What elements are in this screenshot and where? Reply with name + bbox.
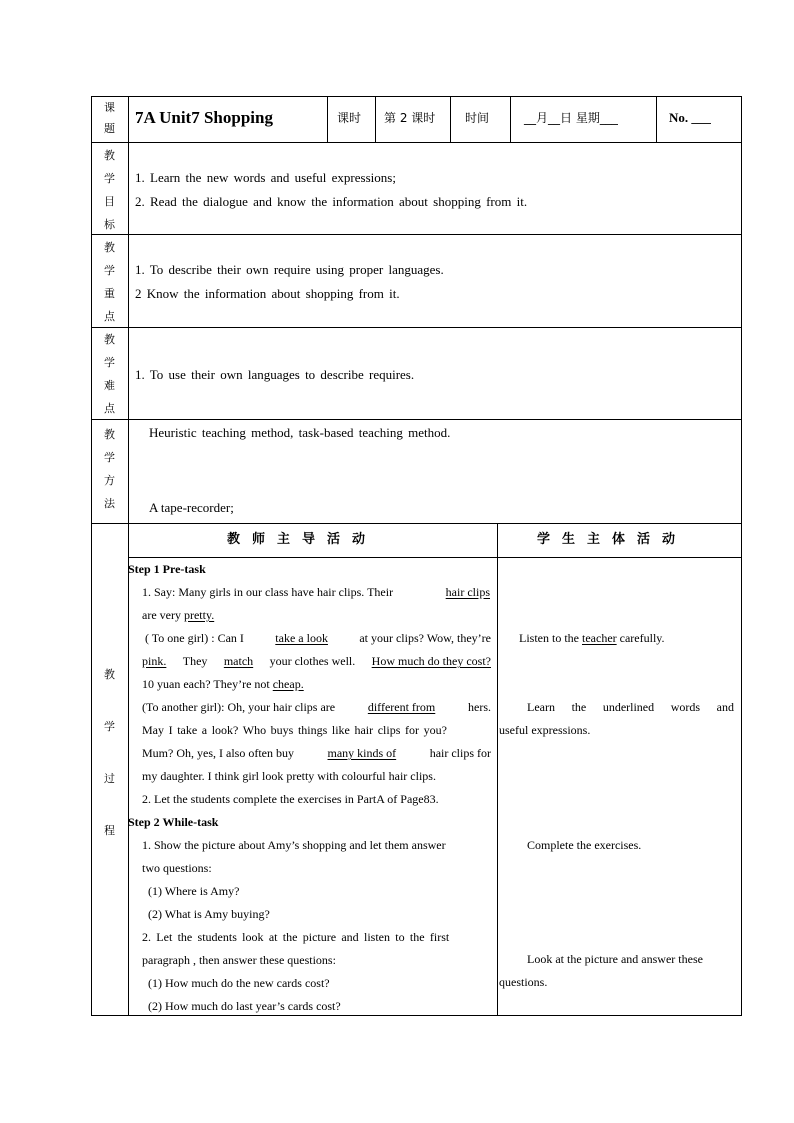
- student-activity-1-text-a: Listen to the: [519, 631, 579, 645]
- lesson-title: 7A Unit7 Shopping: [135, 108, 273, 127]
- method-1: Heuristic teaching method, task-based teaching method.: [149, 425, 451, 440]
- difficulties-label-char-2: 学: [104, 356, 115, 369]
- student-activity-1: [519, 632, 665, 644]
- step2-line-4: (2) What is Amy buying?: [148, 907, 270, 921]
- step1-line-1-underline: hair clips: [445, 585, 490, 599]
- process-label-char-1: 教: [104, 668, 115, 681]
- step1-line-3-underline: take a look: [275, 631, 328, 645]
- step2-line-2: two questions:: [142, 861, 212, 875]
- key-point-1: 1. To describe their own require using proper languages.: [135, 262, 444, 277]
- step1-line-2-text: are very: [142, 608, 181, 622]
- methods-label-char-3: 方: [104, 474, 115, 487]
- process-label-char-3: 过: [104, 772, 115, 785]
- student-activity-2-word-1: Learn: [527, 700, 555, 714]
- student-activity-2: [527, 701, 734, 713]
- step1-line-2-underline: pretty.: [183, 608, 215, 622]
- step1-line-2: [142, 609, 214, 621]
- methods-label: [91, 429, 128, 509]
- period-value: 第 2 课时: [384, 111, 436, 125]
- step1-line-8-text-b: hair clips for: [429, 746, 491, 760]
- student-activity-2-word-5: and: [716, 700, 734, 714]
- step1-line-6: [142, 701, 491, 713]
- step1-line-3: [145, 632, 491, 644]
- key-points-label: [91, 242, 128, 322]
- step2-line-8: (2) How much do last year’s cards cost?: [148, 999, 341, 1013]
- step2-line-6: paragraph , then answer these questions:: [142, 953, 336, 967]
- step1-line-3-text-b: at your clips? Wow, they’re: [359, 631, 491, 645]
- objective-1: 1. Learn the new words and useful expressions;: [135, 170, 396, 185]
- lesson-plan-table: [91, 96, 742, 1016]
- key-points-label-char-1: 教: [104, 241, 115, 254]
- student-activity-4-cont: questions.: [499, 975, 548, 989]
- step1-line-7: May I take a look? Who buys things like hair clips for you?: [142, 723, 447, 737]
- step1-line-4: [142, 655, 491, 667]
- key-points-label-char-2: 学: [104, 264, 115, 277]
- objectives-label-char-2: 学: [104, 172, 115, 185]
- student-activity-1-text-b: carefully.: [619, 631, 665, 645]
- step-2-heading: Step 2 While-task: [128, 815, 219, 829]
- step1-line-4-text-b: your clothes well.: [269, 654, 356, 668]
- difficulties-label-char-4: 点: [104, 402, 115, 415]
- key-point-2: 2 Know the information about shopping from it.: [135, 286, 400, 301]
- process-label: [91, 669, 128, 836]
- difficulty-1: 1. To use their own languages to describe requires.: [135, 367, 415, 382]
- objectives-label: [91, 150, 128, 230]
- student-activity-3: Complete the exercises.: [527, 838, 642, 852]
- student-activity-2-word-2: the: [571, 700, 587, 714]
- objectives-label-char-3: 目: [104, 195, 115, 208]
- topic-label-char-1: 课: [104, 101, 115, 114]
- period-label: 课时: [337, 111, 362, 125]
- student-activity-header: 学生主体活动: [537, 532, 688, 547]
- step1-line-3-text-a: ( To one girl) : Can I: [145, 631, 244, 645]
- date-field: __月__日 星期___: [524, 111, 618, 125]
- step1-line-5-text: 10 yuan each? They’re not: [142, 677, 270, 691]
- step1-line-5: [142, 678, 304, 690]
- step1-line-6-underline: different from: [367, 700, 436, 714]
- process-label-char-2: 学: [104, 720, 115, 733]
- methods-label-char-4: 法: [104, 497, 115, 510]
- step1-line-1: [142, 586, 490, 598]
- step-1-heading: Step 1 Pre-task: [128, 562, 206, 576]
- objectives-label-char-1: 教: [104, 149, 115, 162]
- teacher-activity-header: 教师主导活动: [227, 532, 378, 547]
- step1-line-4-text-a: They: [182, 654, 208, 668]
- process-label-char-4: 程: [104, 824, 115, 837]
- student-activity-2-word-3: underlined: [602, 700, 655, 714]
- time-label: 时间: [465, 111, 490, 125]
- step1-line-8-text-a: Mum? Oh, yes, I also often buy: [142, 746, 294, 760]
- student-activity-4: Look at the picture and answer these: [527, 952, 703, 966]
- difficulties-label-char-1: 教: [104, 333, 115, 346]
- step2-line-7: (1) How much do the new cards cost?: [148, 976, 330, 990]
- objective-2: 2. Read the dialogue and know the information about shopping from it.: [135, 194, 528, 209]
- step1-line-9: my daughter. I think girl look pretty with colourful hair clips.: [142, 769, 436, 783]
- methods-label-char-1: 教: [104, 428, 115, 441]
- step1-line-6-text-b: hers.: [468, 700, 491, 714]
- step2-line-5: 2. Let the students look at the picture and listen to the first: [142, 930, 450, 944]
- difficulties-label: [91, 334, 128, 414]
- student-activity-2-word-4: words: [670, 700, 701, 714]
- step1-line-4-underline-b: match: [223, 654, 254, 668]
- step1-line-8-underline: many kinds of: [327, 746, 397, 760]
- topic-label-char-2: 题: [104, 122, 115, 135]
- topic-label: [91, 102, 128, 134]
- step1-line-6-text-a: (To another girl): Oh, your hair clips are: [142, 700, 336, 714]
- step1-line-4-underline-c: How much do they cost?: [371, 654, 491, 668]
- lesson-number: No. ___: [669, 110, 711, 125]
- step1-line-10: 2. Let the students complete the exercises in PartA of Page83.: [142, 792, 439, 806]
- difficulties-label-char-3: 难: [104, 379, 115, 392]
- step1-line-4-underline-a: pink.: [142, 654, 167, 668]
- objectives-label-char-4: 标: [104, 218, 115, 231]
- step2-line-3: (1) Where is Amy?: [148, 884, 240, 898]
- methods-label-char-2: 学: [104, 451, 115, 464]
- key-points-label-char-3: 重: [104, 287, 115, 300]
- student-activity-1-underline: teacher: [582, 631, 617, 645]
- step1-line-1-text: 1. Say: Many girls in our class have hair clips. Their: [142, 585, 394, 599]
- method-2: A tape-recorder;: [149, 500, 234, 515]
- key-points-label-char-4: 点: [104, 310, 115, 323]
- step1-line-8: [142, 747, 491, 759]
- student-activity-2-cont: useful expressions.: [499, 723, 591, 737]
- step1-line-5-underline: cheap.: [272, 677, 304, 691]
- step2-line-1: 1. Show the picture about Amy’s shopping and let them answer: [142, 838, 446, 852]
